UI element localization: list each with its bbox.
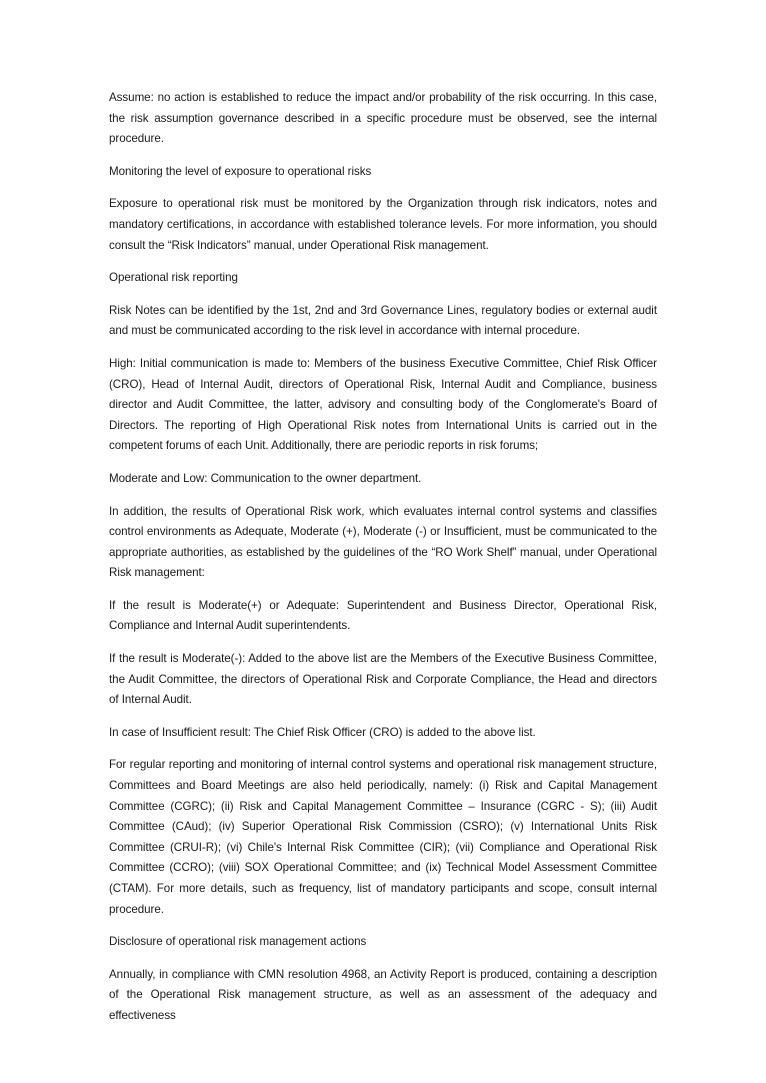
paragraph-moderate-plus: If the result is Moderate(+) or Adequate: Superintendent and Business Director, Operational Risk, Compliance and Internal Audit superintendents. xyxy=(109,598,657,633)
paragraph-high-level: High: Initial communication is made to: Members of the business Executive Committee, Chief Risk Officer (CRO), Head of Internal Audit, directors of Operational Risk, Internal Audit and Compliance, business director and Audit Committee, the latter, advisory and consulting body of the Conglomerate's Board of Directors. The reporting of High Operational Risk notes from International Units is carried out in the competent forums of each Unit. Additionally, there are periodic reports in risk forums; xyxy=(109,356,657,453)
paragraph-moderate-low: Moderate and Low: Communication to the owner department. xyxy=(109,471,422,485)
paragraph-insufficient: In case of Insufficient result: The Chief Risk Officer (CRO) is added to the above list. xyxy=(109,725,536,739)
paragraph-committees: For regular reporting and monitoring of internal control systems and operational risk management structure, Committees and Board Meetings are also held periodically, namely: (i) Risk and Capital Management Committee (CGRC); (ii) Risk and Capital Management Committee – Insurance (CGRC - S); (iii) Audit Committee (CAud); (iv) Superior Operational Risk Commission (CSRO); (v) International Units Risk Committee (CRUI-R); (vi) Chile's Internal Risk Committee (CIR); (vii) Compliance and Operational Risk Committee (CCRO); (viii) SOX Operational Committee; and (ix) Technical Model Assessment Committee (CTAM). For more details, such as frequency, list of mandatory participants and scope, consult internal procedure. xyxy=(109,758,657,916)
paragraph-results-communication: In addition, the results of Operational Risk work, which evaluates internal control systems and classifies control environments as Adequate, Moderate (+), Moderate (-) or Insufficient, must be communicated to the appropriate authorities, as established by the guidelines of the “RO Work Shelf” manual, under Operational Risk management: xyxy=(109,504,657,580)
paragraph-risk-notes: Risk Notes can be identified by the 1st, 2nd and 3rd Governance Lines, regulatory bodies or external audit and must be communicated according to the risk level in accordance with internal procedure. xyxy=(109,303,657,338)
paragraph-annual-report: Annually, in compliance with CMN resolution 4968, an Activity Report is produced, containing a description of the Operational Risk management structure, as well as an assessment of the adequacy and effectiveness xyxy=(109,967,657,1022)
paragraph-assume: Assume: no action is established to reduce the impact and/or probability of the risk occurring. In this case, the risk assumption governance described in a specific procedure must be observed, see the internal procedure. xyxy=(109,91,657,146)
document-body xyxy=(109,88,657,1039)
heading-monitoring-exposure: Monitoring the level of exposure to operational risks xyxy=(109,164,372,178)
heading-disclosure: Disclosure of operational risk management actions xyxy=(109,935,367,949)
paragraph-exposure-monitoring: Exposure to operational risk must be monitored by the Organization through risk indicators, notes and mandatory certifications, in accordance with established tolerance levels. For more information, you should consult the “Risk Indicators” manual, under Operational Risk management. xyxy=(109,197,657,252)
heading-operational-risk-reporting: Operational risk reporting xyxy=(109,271,238,285)
paragraph-moderate-minus: If the result is Moderate(-): Added to the above list are the Members of the Executive Business Committee, the Audit Committee, the directors of Operational Risk and Corporate Compliance, the Head and directors of Internal Audit. xyxy=(109,652,657,707)
